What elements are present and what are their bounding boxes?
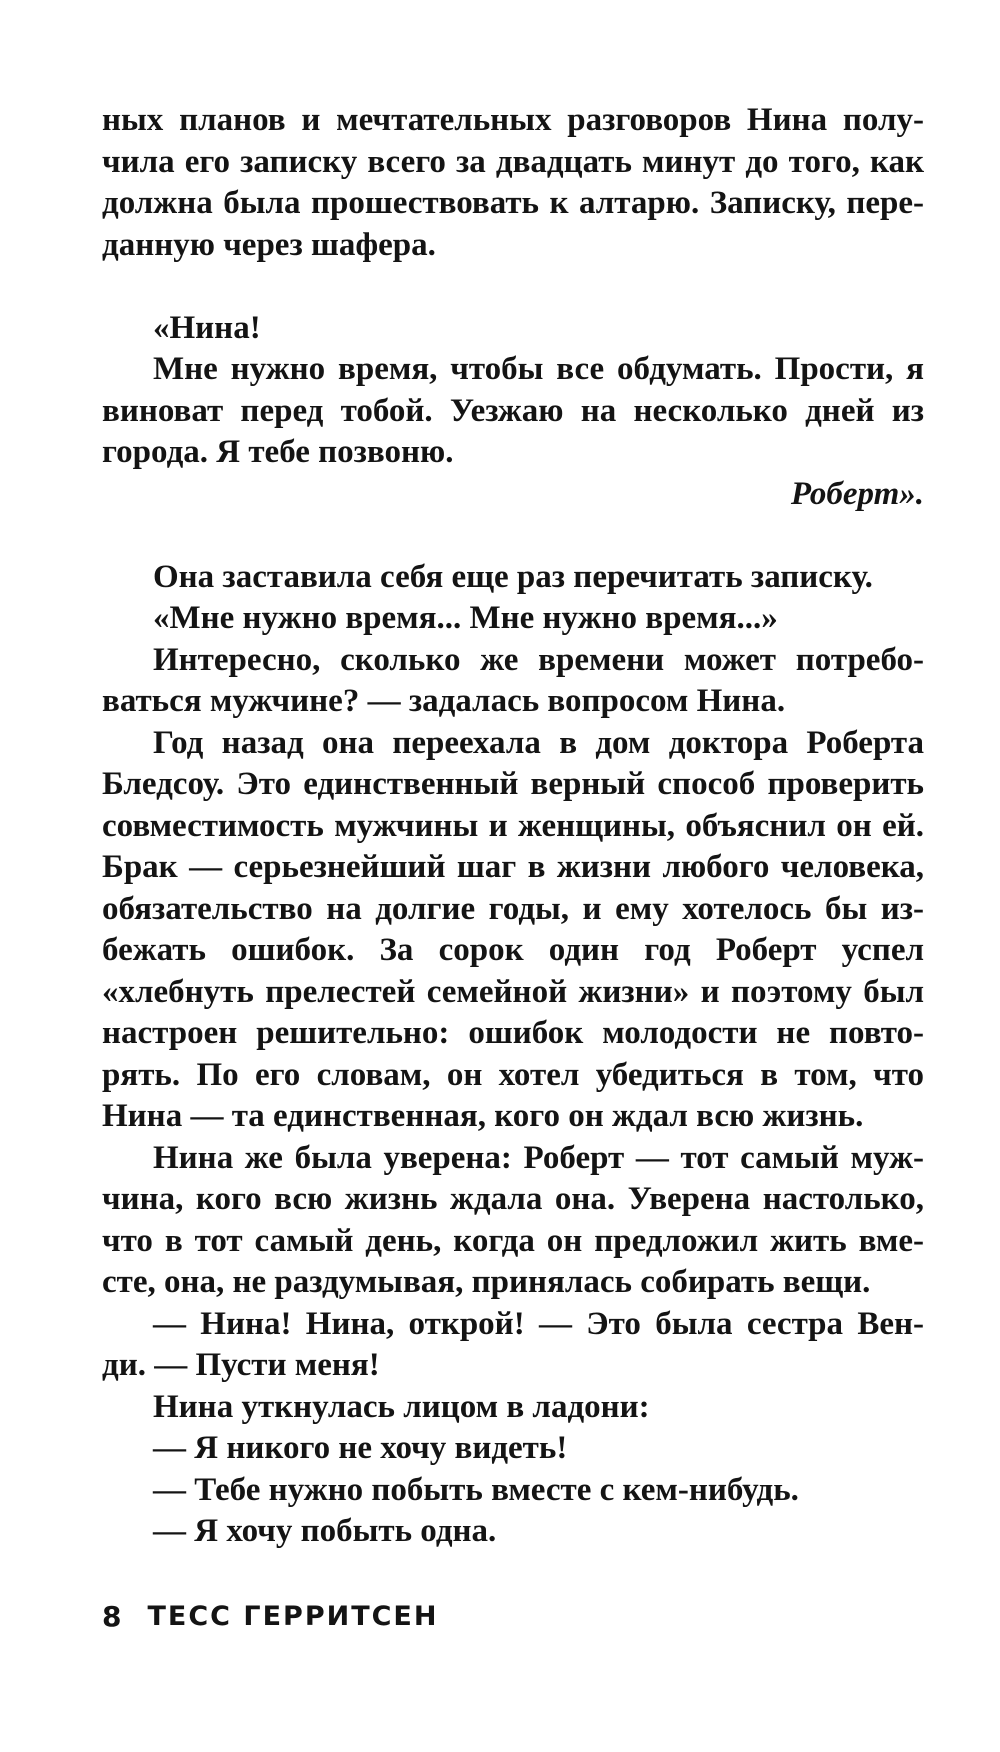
text-line: Нина — та единственная, кого он ждал всю жизнь. (102, 1098, 864, 1134)
text-line: Год назад она переехала в дом доктора Роберта (153, 724, 924, 761)
running-head: ТЕСС ГЕРРИТСЕН (147, 1600, 439, 1632)
text-line: должна была прошествовать к алтарю. Записку, пере- (102, 185, 924, 221)
text-line: совместимость мужчины и женщины, объяснил он ей. (102, 807, 924, 844)
body-text (102, 100, 924, 1553)
text-line: бежать ошибок. За сорок один год Роберт успел (102, 932, 924, 968)
page-footer (102, 1596, 438, 1636)
dialogue-line: — Нина! Нина, открой! — Это была сестра Вен- (153, 1305, 924, 1342)
dialogue-line: — Я хочу побыть одна. (153, 1513, 497, 1549)
text-line: настроен решительно: ошибок молодости не повто- (102, 1015, 924, 1051)
text-line: сте, она, не раздумывая, принялась собирать вещи. (102, 1264, 871, 1300)
page-number: 8 (102, 1599, 124, 1633)
note-line: Мне нужно время, чтобы все обдумать. Прости, я (153, 351, 924, 387)
text-line: данную через шафера. (102, 226, 436, 263)
text-line: Брак — серьезнейший шаг в жизни любого человека, (102, 849, 924, 885)
text-line: Интересно, сколько же времени может потребо- (153, 641, 924, 678)
text-line: Она заставила себя еще раз перечитать записку. (153, 558, 873, 595)
text-line: что в тот самый день, когда он предложил жить вме- (102, 1222, 924, 1259)
text-line: ных планов и мечтательных разговоров Нина полу- (102, 102, 924, 138)
text-line: ваться мужчине? — задалась вопросом Нина. (102, 683, 786, 719)
dialogue-line: — Тебе нужно побыть вместе с кем-нибудь. (153, 1471, 799, 1508)
text-line: рять. По его словам, он хотел убедиться в том, что (102, 1056, 924, 1093)
note-line: города. Я тебе позвоню. (102, 434, 454, 470)
note-salutation: «Нина! (153, 309, 261, 346)
dialogue-line: ди. — Пусти меня! (102, 1347, 380, 1383)
text-line: Бледсоу. Это единственный верный способ проверить (102, 766, 924, 802)
paragraph-gap (102, 266, 924, 308)
text-line: чила его записку всего за двадцать минут до того, как (102, 143, 924, 180)
text-line: Нина же была уверена: Роберт — тот самый муж- (153, 1139, 924, 1176)
note-signature: Роберт». (790, 475, 924, 512)
dialogue-line: — Я никого не хочу видеть! (153, 1430, 568, 1466)
note-line: виноват перед тобой. Уезжаю на несколько дней из (102, 392, 924, 429)
text-line: «Мне нужно время... Мне нужно время...» (153, 600, 778, 636)
text-line: обязательство на долгие годы, и ему хотелось бы из- (102, 890, 924, 927)
text-line: «хлебнуть прелестей семейной жизни» и поэтому был (102, 973, 924, 1010)
paragraph-gap (102, 515, 924, 557)
text-line: Нина уткнулась лицом в ладони: (153, 1388, 650, 1425)
text-line: чина, кого всю жизнь ждала она. Уверена настолько, (102, 1181, 924, 1217)
